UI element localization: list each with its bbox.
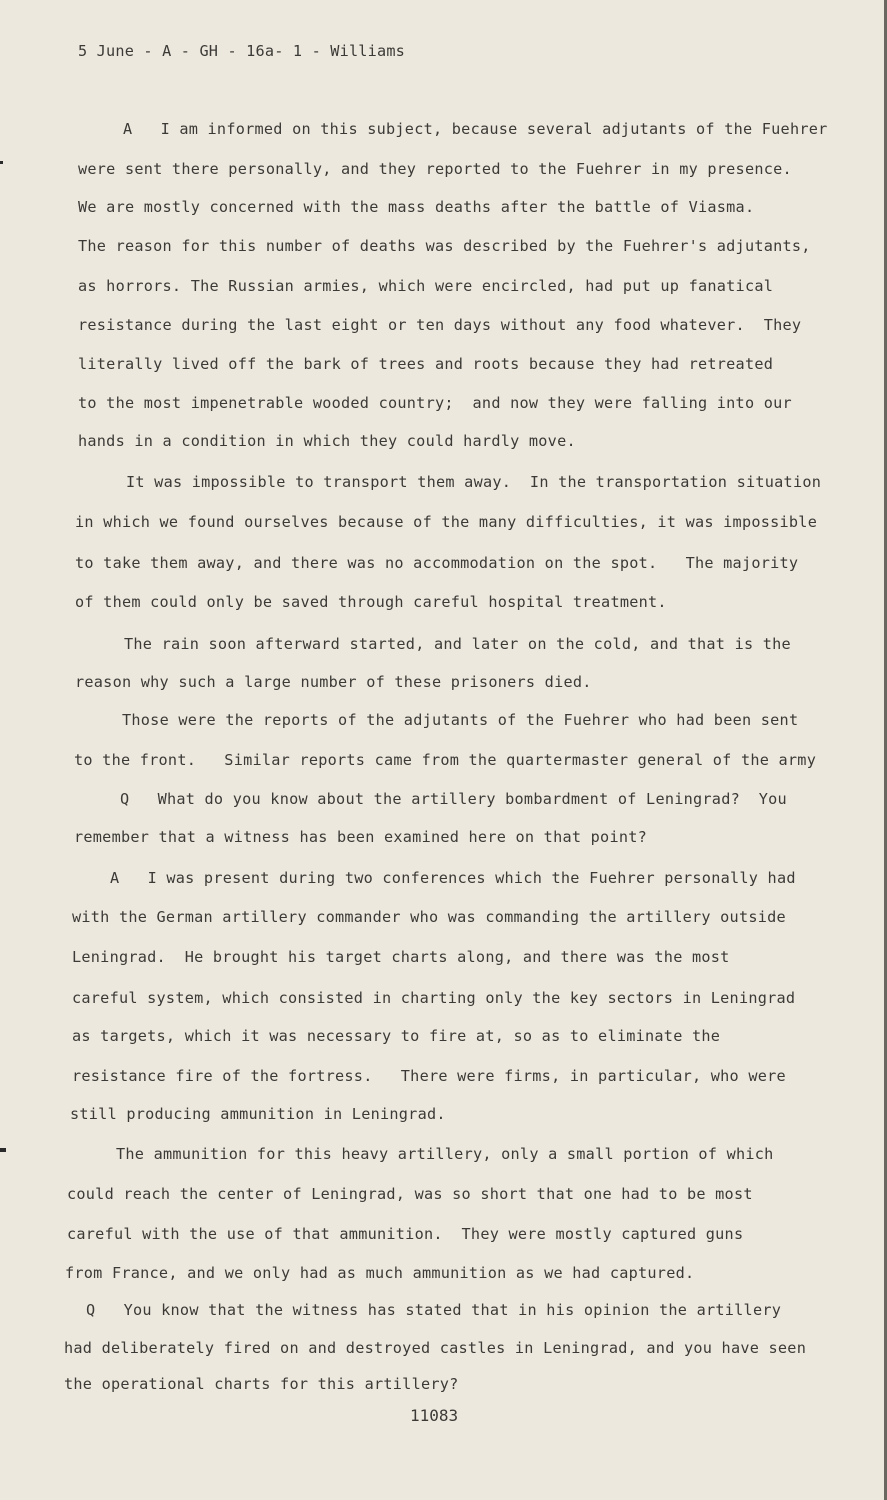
text-line: A I was present during two conferences which the Fuehrer personally had	[110, 869, 796, 887]
text-line: The rain soon afterward started, and later on the cold, and that is the	[124, 635, 791, 653]
text-line: the operational charts for this artillery?	[64, 1375, 459, 1393]
page-header: 5 June - A - GH - 16a- 1 - Williams	[78, 42, 406, 60]
text-line: Leningrad. He brought his target charts along, and there was the most	[72, 948, 730, 966]
text-line: Those were the reports of the adjutants of the Fuehrer who had been sent	[122, 711, 799, 729]
text-line: Q What do you know about the artillery bombardment of Leningrad? You	[120, 790, 787, 808]
text-line: to the most impenetrable wooded country; and now they were falling into our	[78, 394, 792, 412]
text-line: It was impossible to transport them away. In the transportation situation	[126, 473, 822, 491]
text-line: The reason for this number of deaths was described by the Fuehrer's adjutants,	[78, 237, 811, 255]
text-line: could reach the center of Leningrad, was so short that one had to be most	[67, 1185, 753, 1203]
text-line: careful with the use of that ammunition. They were mostly captured guns	[67, 1225, 744, 1243]
text-line: remember that a witness has been examined here on that point?	[74, 828, 648, 846]
text-line: to take them away, and there was no accommodation on the spot. The majority	[75, 554, 799, 572]
text-line: in which we found ourselves because of the many difficulties, it was impossible	[75, 513, 818, 531]
text-line: with the German artillery commander who was commanding the artillery outside	[72, 908, 786, 926]
text-line: were sent there personally, and they reported to the Fuehrer in my presence.	[78, 160, 792, 178]
text-line: careful system, which consisted in charting only the key sectors in Leningrad	[72, 989, 796, 1007]
text-line: of them could only be saved through careful hospital treatment.	[75, 593, 667, 611]
text-line: Q You know that the witness has stated that in his opinion the artillery	[86, 1301, 782, 1319]
text-line: resistance during the last eight or ten days without any food whatever. They	[78, 316, 802, 334]
page-number: 11083	[410, 1406, 459, 1425]
punch-mark	[0, 161, 3, 164]
text-line: hands in a condition in which they could hardly move.	[78, 432, 576, 450]
text-line: reason why such a large number of these prisoners died.	[75, 673, 592, 691]
text-line: resistance fire of the fortress. There were firms, in particular, who were	[72, 1067, 786, 1085]
text-line: as targets, which it was necessary to fire at, so as to eliminate the	[72, 1027, 721, 1045]
punch-mark	[0, 1148, 6, 1152]
text-line: still producing ammunition in Leningrad.	[70, 1105, 446, 1123]
text-line: from France, and we only had as much ammunition as we had captured.	[65, 1264, 695, 1282]
text-line: had deliberately fired on and destroyed castles in Leningrad, and you have seen	[64, 1339, 807, 1357]
text-line: to the front. Similar reports came from the quartermaster general of the army	[74, 751, 817, 769]
text-line: as horrors. The Russian armies, which were encircled, had put up fanatical	[78, 277, 774, 295]
text-line: literally lived off the bark of trees and roots because they had retreated	[78, 355, 774, 373]
text-line: A I am informed on this subject, because several adjutants of the Fuehrer	[123, 120, 828, 138]
text-line: The ammunition for this heavy artillery, only a small portion of which	[116, 1145, 774, 1163]
text-line: We are mostly concerned with the mass deaths after the battle of Viasma.	[78, 198, 755, 216]
